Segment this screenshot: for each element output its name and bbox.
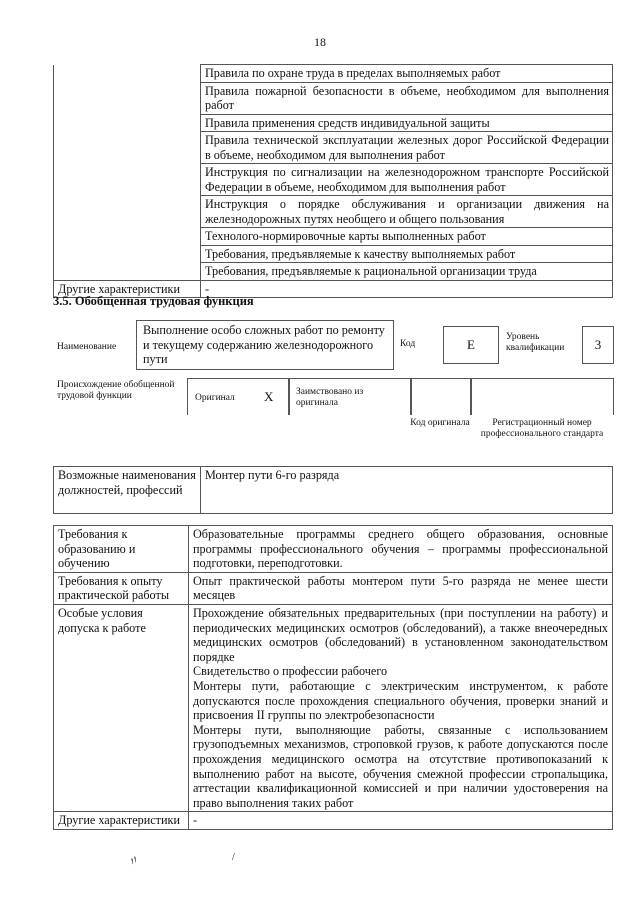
- knowledge-item: Правила пожарной безопасности в объеме, необходимом для выполнения работ: [201, 82, 613, 114]
- function-name-box: [136, 320, 394, 370]
- other-characteristics-value: -: [201, 280, 613, 298]
- admission-label: Особые условия допуска к работе: [54, 604, 189, 811]
- positions-table: [53, 466, 613, 514]
- requirements-table: [53, 525, 613, 830]
- knowledge-table: [53, 64, 613, 298]
- knowledge-item: Требования, предъявляемые к рациональной организации труда: [201, 263, 613, 281]
- knowledge-item: Инструкция по сигнализации на железнодорожном транспорте Российской Федерации в объеме, необходимом для выполнения работ: [201, 164, 613, 196]
- borrowed-label: Заимствовано из оригинала: [296, 387, 364, 408]
- original-label: Оригинал: [195, 393, 235, 403]
- level-value: 3: [594, 337, 602, 352]
- experience-label: Требования к опыту практической работы: [54, 572, 189, 604]
- name-label: Наименование: [57, 342, 117, 352]
- knowledge-item: Требования, предъявляемые к качеству выполняемых работ: [201, 245, 613, 263]
- positions-label: Возможные наименования должностей, профессий: [54, 467, 201, 514]
- other-value: -: [189, 812, 613, 830]
- other-characteristics-label: Другие характеристики: [54, 280, 201, 298]
- code-original-box: [411, 378, 471, 415]
- education-label: Требования к образованию и обучению: [54, 526, 189, 573]
- origin-label: Происхождение обобщенной трудовой функции: [57, 380, 175, 401]
- admission-paragraph: Свидетельство о профессии рабочего: [193, 664, 388, 679]
- code-original-caption: Код оригинала: [410, 418, 470, 428]
- original-box: [187, 378, 289, 415]
- knowledge-item: Правила технической эксплуатации железных дорог Российской Федерации в объеме, необходимом для выполнения работ: [201, 132, 613, 164]
- education-value: Образовательные программы среднего общего образования, основные программы профессионального обучения – программы профессиональной подготовки, переподготовки.: [189, 526, 613, 573]
- code-value: Е: [467, 337, 475, 352]
- code-value-box: [443, 326, 499, 364]
- other-label: Другие характеристики: [54, 812, 189, 830]
- knowledge-item: Технолого-нормировочные карты выполненных работ: [201, 228, 613, 246]
- section-title: 3.5. Обобщенная трудовая функция: [53, 294, 254, 308]
- level-value-box: [582, 326, 614, 364]
- borrowed-box: [289, 378, 411, 415]
- admission-paragraph: Монтеры пути, работающие с электрическим инструментом, к работе допускаются после прохождения специального обучения, проверки знаний и присвоения II группы по электробезопасности: [193, 678, 608, 723]
- reg-number-box: [471, 378, 614, 415]
- admission-value: [189, 604, 613, 811]
- positions-value: Монтер пути 6-го разряда: [201, 467, 613, 514]
- knowledge-item: Правила по охране труда в пределах выполняемых работ: [201, 65, 613, 83]
- code-label: Код: [400, 339, 416, 349]
- knowledge-item: Правила применения средств индивидуальной защиты: [201, 114, 613, 132]
- scan-speck: /: [232, 852, 235, 863]
- page-number: 18: [314, 35, 326, 49]
- admission-paragraph: Монтеры пути, выполняющие работы, связанные с использованием грузоподъемных механизмов, строповкой грузов, к работе допускаются после прохождения медицинского осмотра на отсутствие противопоказаний к выполнению работ на высоте, обучения смежной профессии стропальщика, аттестации квалификационной комиссией и при наличии удостоверения на право выполнения таких работ: [193, 722, 608, 810]
- admission-paragraph: Прохождение обязательных предварительных (при поступлении на работу) и периодических медицинских осмотров (обследований), а также внеочередных медицинских осмотров (обследований) в установленном законодательством порядке: [193, 605, 608, 664]
- function-name-value: Выполнение особо сложных работ по ремонту и текущему содержанию железнодорожного пути: [143, 323, 385, 366]
- scan-speck: 〃: [125, 851, 143, 870]
- experience-value: Опыт практической работы монтером пути 5-го разряда не менее шести месяцев: [189, 572, 613, 604]
- knowledge-item: Инструкция о порядке обслуживания и организации движения на железнодорожных путях необщего и общего пользования: [201, 196, 613, 228]
- knowledge-label-cell: [54, 65, 201, 281]
- reg-number-caption: Регистрационный номер профессионального стандарта: [480, 418, 604, 439]
- original-mark: X: [264, 389, 274, 404]
- level-label: Уровень квалификации: [506, 332, 565, 353]
